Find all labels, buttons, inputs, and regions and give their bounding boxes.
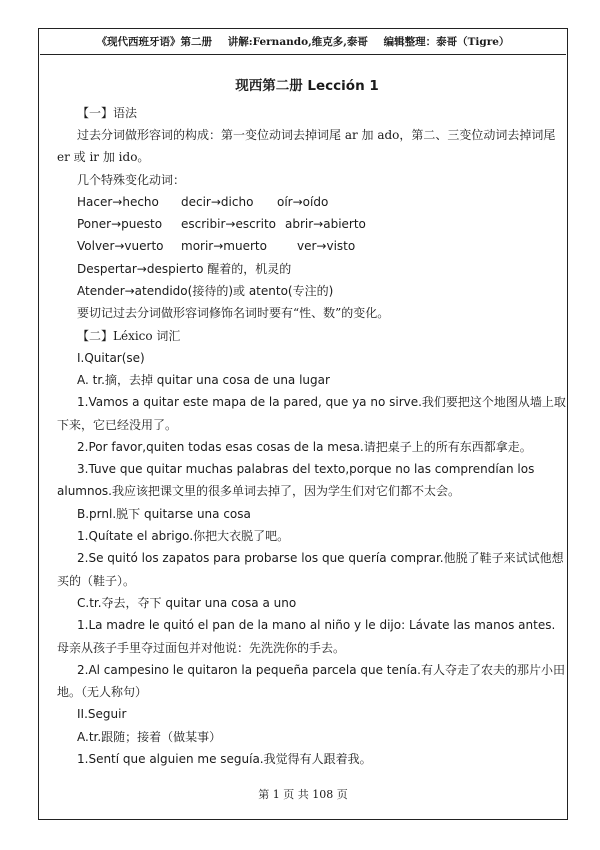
section-heading-grammar: 【一】语法 — [77, 106, 138, 120]
example-sentence: 2.Se quitó los zapatos para probarse los que quería comprar.他脱了鞋子来试试他想买的（鞋子）。 — [57, 551, 564, 588]
lexicon-sense: A.tr.跟随；接着（做某事） — [77, 729, 222, 744]
page-title: 现西第二册 Lección 1 — [235, 78, 379, 94]
example-sentence: 2.Al campesino le quitaron la pequeña parcela que tenía.有人夺走了农夫的那片小田地。（无人称句） — [57, 662, 565, 700]
verb-item: escribir→escrito — [181, 217, 276, 232]
example-sentence: 1.La madre le quitó el pan de la mano al niño y le dijo: Lávate las manos antes.母亲从孩子手里夺过面包并对他说：先洗洗你的手去。 — [57, 618, 556, 655]
verb-item: Hacer→hecho — [77, 194, 159, 209]
lexicon-sense: A. tr.摘，去掉 quitar una cosa de una lugar — [77, 372, 330, 387]
example-sentence: 3.Tuve que quitar muchas palabras del texto,porque no las comprendían los alumnos.我应该把课文里的很多单词去掉了，因为学生们对它们都不太会。 — [57, 462, 535, 499]
header-book: 《现代西班牙语》第二册 — [96, 36, 213, 48]
lexicon-sense: B.prnl.脱下 quitarse una cosa — [77, 506, 251, 521]
running-header — [40, 30, 566, 55]
verb-line: Atender→atendido(接待的)或 atento(专注的) — [77, 284, 334, 299]
verb-row — [57, 213, 567, 235]
verb-item: abrir→abierto — [285, 217, 366, 232]
section-heading-lexicon: 【二】Léxico 词汇 — [77, 328, 181, 343]
example-sentence: 2.Por favor,quiten todas esas cosas de la mesa.请把桌子上的所有东西都拿走。 — [77, 439, 532, 454]
lexicon-entry: II.Seguir — [77, 707, 127, 722]
verb-row — [57, 235, 567, 257]
page-number: 第 1 页 共 108 页 — [258, 788, 348, 801]
verb-item: Poner→puesto — [77, 217, 163, 232]
lexicon-entry: I.Quitar(se) — [77, 350, 145, 365]
lexicon-sense: C.tr.夺去，夺下 quitar una cosa a uno — [77, 595, 297, 610]
grammar-note: 要切记过去分词做形容词修饰名词时要有“性、数”的变化。 — [77, 306, 390, 321]
header-editor: 编辑整理：泰哥（Tigre） — [383, 36, 510, 48]
verb-item: Volver→vuerto — [77, 239, 164, 254]
example-sentence: 1.Vamos a quitar este mapa de la pared, que ya no sirve.我们要把这个地图从墙上取下来，它已经没用了。 — [57, 395, 566, 432]
example-sentence: 1.Quítate el abrigo.你把大衣脱了吧。 — [77, 529, 290, 544]
verb-item: morir→muerto — [181, 239, 267, 254]
verb-item: oír→oído — [277, 194, 329, 209]
verb-item: ver→visto — [297, 239, 356, 254]
page-content — [57, 74, 567, 770]
header-lecturer: 讲解:Fernando,维克多,泰哥 — [227, 36, 368, 48]
grammar-subheading: 几个特殊变化动词： — [77, 172, 186, 187]
grammar-paragraph: 过去分词做形容词的构成：第一变位动词去掉词尾 ar 加 ado，第二、三变位动词去掉词尾 er 或 ir 加 ido。 — [57, 128, 556, 165]
verb-line: Despertar→despierto 醒着的，机灵的 — [77, 261, 292, 276]
verb-row — [57, 191, 567, 213]
verb-item: decir→dicho — [181, 194, 254, 209]
example-sentence: 1.Sentí que alguien me seguía.我觉得有人跟着我。 — [77, 752, 372, 767]
